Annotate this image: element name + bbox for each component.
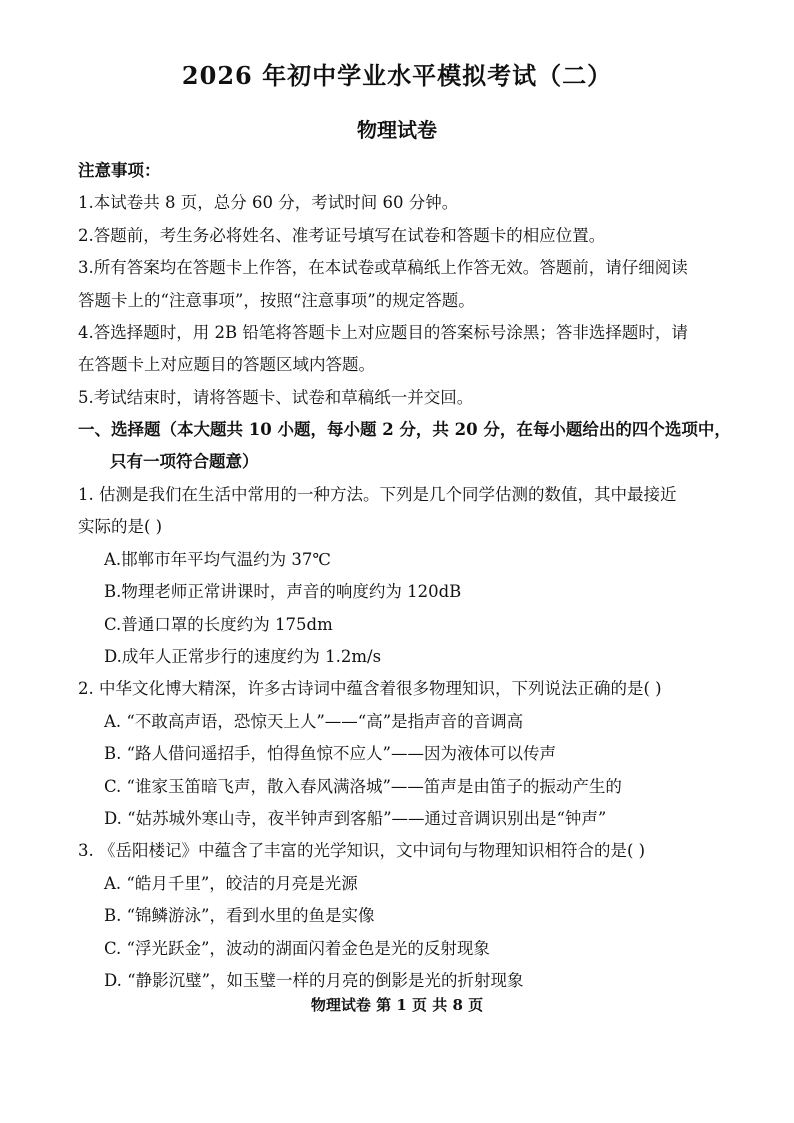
notice-line: 3.所有答案均在答题卡上作答，在本试卷或草稿纸上作答无效。答题前，请仔细阅读 — [78, 258, 688, 277]
question-option: B. “锦鳞游泳”，看到水里的鱼是实像 — [104, 906, 375, 925]
notice-line: 1.本试卷共 8 页，总分 60 分，考试时间 60 分钟。 — [78, 193, 459, 212]
exam-subject: 物理试卷 — [357, 118, 437, 142]
notice-line: 答题卡上的“注意事项”，按照“注意事项”的规定答题。 — [78, 291, 475, 310]
notice-heading: 注意事项： — [78, 161, 161, 180]
question-stem: 实际的是( ) — [78, 517, 163, 536]
question-option: D. “姑苏城外寒山寺，夜半钟声到客船”——通过音调识别出是“钟声” — [104, 809, 607, 828]
question-stem: 1. 估测是我们在生活中常用的一种方法。下列是几个同学估测的数值，其中最接近 — [78, 485, 677, 504]
question-option: C. “谁家玉笛暗飞声，散入春风满洛城”——笛声是由笛子的振动产生的 — [104, 777, 622, 796]
notice-line: 在答题卡上对应题目的答题区域内答题。 — [78, 355, 375, 374]
question-option: D. “静影沉璧”，如玉璧一样的月亮的倒影是光的折射现象 — [104, 971, 524, 990]
question-option: A. “不敢高声语，恐惊天上人”——“高”是指声音的音调高 — [104, 712, 524, 731]
question-option: B. “路人借问遥招手，怕得鱼惊不应人”——因为液体可以传声 — [104, 744, 556, 763]
exam-title: 2026 年初中学业水平模拟考试（二） — [181, 61, 613, 90]
question-option: B.物理老师正常讲课时，声音的响度约为 120dB — [104, 582, 462, 601]
question-option: D.成年人正常步行的速度约为 1.2m/s — [104, 647, 382, 666]
question-stem: 3. 《岳阳楼记》中蕴含了丰富的光学知识，文中词句与物理知识相符合的是( ) — [78, 841, 646, 860]
section-heading: 一、选择题（本大题共 10 小题，每小题 2 分，共 20 分，在每小题给出的四个选项中， — [78, 420, 731, 439]
notice-line: 5.考试结束时，请将答题卡、试卷和草稿纸一并交回。 — [78, 388, 474, 407]
question-stem: 2. 中华文化博大精深，许多古诗词中蕴含着很多物理知识，下列说法正确的是( ) — [78, 679, 662, 698]
notice-line: 2.答题前，考生务必将姓名、准考证号填写在试卷和答题卡的相应位置。 — [78, 226, 606, 245]
page-footer: 物理试卷 第 1 页 共 8 页 — [310, 996, 484, 1014]
question-option: A.邯郸市年平均气温约为 37℃ — [104, 550, 331, 569]
question-option: C.普通口罩的长度约为 175dm — [104, 615, 333, 634]
question-option: A. “皓月千里”，皎洁的月亮是光源 — [104, 874, 358, 893]
notice-line: 4.答选择题时，用 2B 铅笔将答题卡上对应题目的答案标号涂黑；答非选择题时，请 — [78, 323, 688, 342]
section-heading-cont: 只有一项符合题意） — [110, 452, 259, 471]
question-option: C. “浮光跃金”，波动的湖面闪着金色是光的反射现象 — [104, 939, 490, 958]
